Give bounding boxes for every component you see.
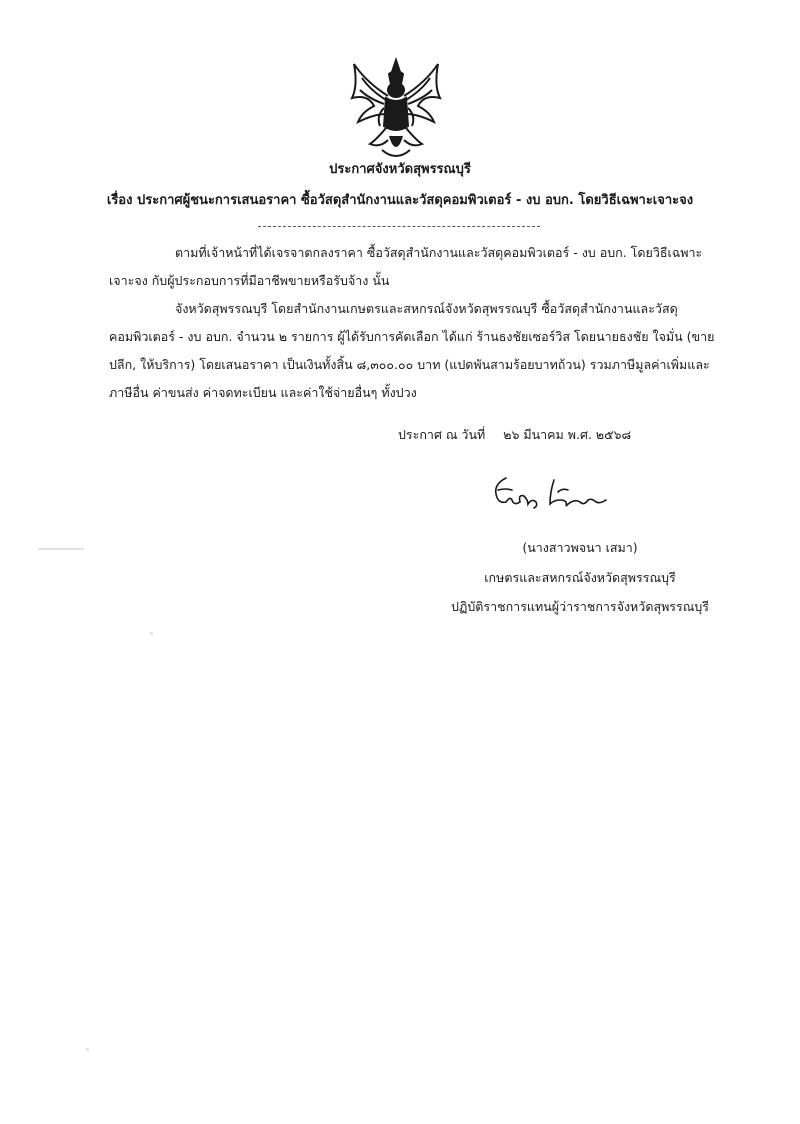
document-subject: เรื่อง ประกาศผู้ชนะการเสนอราคา ซื้อวัสดุสำนักงานและวัสดุคอมพิวเตอร์ - งบ อบก. โดยวิธีเฉพาะเจาะจง xyxy=(106,193,694,208)
scan-artifact xyxy=(38,548,84,550)
signatory-position-2: ปฏิบัติราชการแทนผู้ว่าราชการจังหวัดสุพรรณบุรี xyxy=(451,599,709,614)
paragraph-2-line-3: ปลีก, ให้บริการ) โดยเสนอราคา เป็นเงินทั้งสิ้น ๘,๓๐๐.๐๐ บาท (แปดพันสามร้อยบาทถ้วน) รวมภาษีมูลค่าเพิ่มและ xyxy=(109,357,710,372)
paragraph-1-line-2: เจาะจง กับผู้ประกอบการที่มีอาชีพขายหรือรับจ้าง นั้น xyxy=(109,273,390,288)
announce-date-line xyxy=(398,425,631,445)
paragraph-1-line-1: ตามที่เจ้าหน้าที่ได้เจรจาตกลงราคา ซื้อวัสดุสำนักงานและวัสดุคอมพิวเตอร์ - งบ อบก. โดยวิธีเฉพาะ xyxy=(175,245,703,260)
title-divider xyxy=(258,226,540,227)
announce-date: ๒๖ มีนาคม พ.ศ. ๒๕๖๘ xyxy=(503,427,632,442)
signatory-position-1: เกษตรและสหกรณ์จังหวัดสุพรรณบุรี xyxy=(484,570,676,585)
signatory-name: (นางสาวพจนา เสมา) xyxy=(522,540,638,555)
announce-label: ประกาศ ณ วันที่ xyxy=(398,427,486,442)
paragraph-2-line-1: จังหวัดสุพรรณบุรี โดยสำนักงานเกษตรและสหกรณ์จังหวัดสุพรรณบุรี ซื้อวัสดุสำนักงานและวัสดุ xyxy=(175,301,678,316)
garuda-emblem-icon xyxy=(346,56,446,164)
scan-artifact xyxy=(86,1048,89,1051)
document-title: ประกาศจังหวัดสุพรรณบุรี xyxy=(329,162,471,177)
scan-artifact xyxy=(150,632,153,635)
paragraph-2-line-4: ภาษีอื่น ค่าขนส่ง ค่าจดทะเบียน และค่าใช้จ่ายอื่นๆ ทั้งปวง xyxy=(109,385,417,400)
handwritten-signature xyxy=(488,470,614,514)
paragraph-2-line-2: คอมพิวเตอร์ - งบ อบก. จำนวน ๒ รายการ ผู้ได้รับการคัดเลือก ได้แก่ ร้านธงชัยเซอร์วิส โดยนายธงชัย ใจมั่น (ขาย xyxy=(109,329,715,344)
